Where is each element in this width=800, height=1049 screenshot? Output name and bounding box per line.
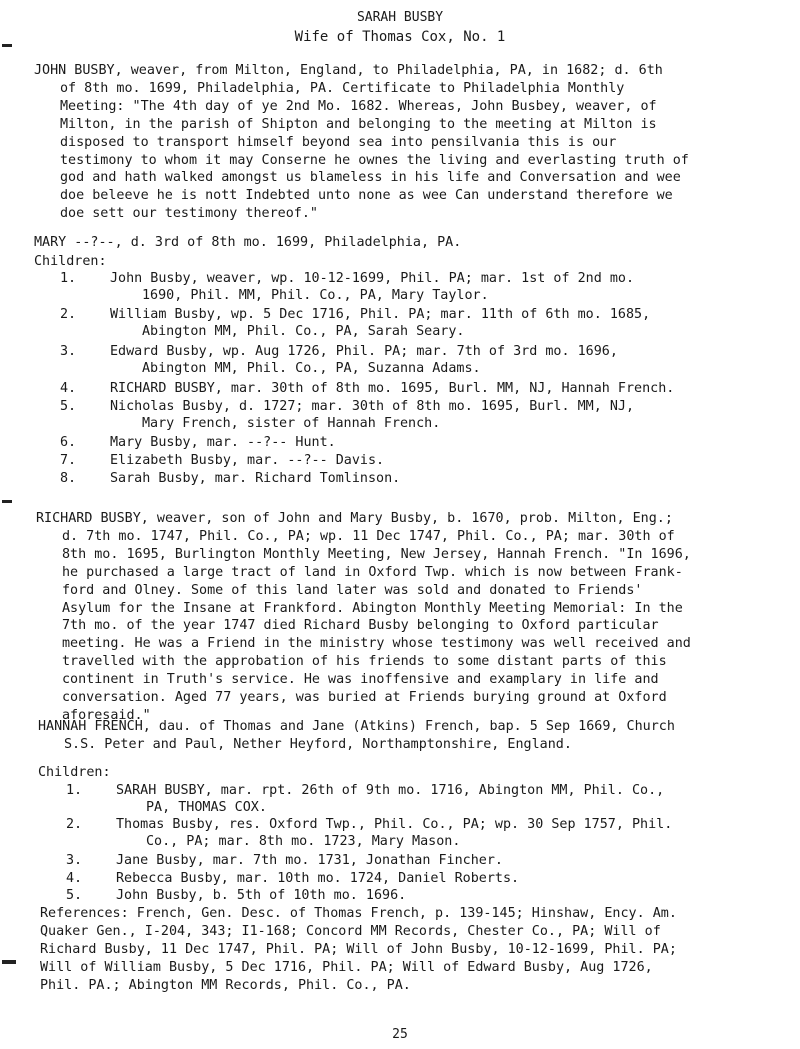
child-text: Abington MM, Phil. Co., PA, Suzanna Adams. <box>142 361 481 376</box>
child-text: Rebecca Busby, mar. 10th mo. 1724, Daniel Roberts. <box>116 871 520 886</box>
margin-mark <box>2 44 12 47</box>
page-number: 25 <box>392 1027 408 1042</box>
child-item <box>60 343 618 377</box>
text-line: Children: <box>34 254 107 269</box>
child-item <box>60 398 634 432</box>
child-number: 1. <box>60 271 77 286</box>
children-label <box>38 764 111 782</box>
child-item <box>60 470 400 487</box>
text-line: MARY --?--, d. 3rd of 8th mo. 1699, Philadelphia, PA. <box>34 235 462 250</box>
child-text: Elizabeth Busby, mar. --?-- Davis. <box>110 453 385 468</box>
text-line: References: French, Gen. Desc. of Thomas French, p. 139-145; Hinshaw, Ency. Am. <box>40 906 677 921</box>
child-text: Co., PA; mar. 8th mo. 1723, Mary Mason. <box>146 834 461 849</box>
text-line: Children: <box>38 765 111 780</box>
page-subtitle: Wife of Thomas Cox, No. 1 <box>294 29 506 45</box>
richard-busby-entry <box>36 510 786 725</box>
text-line: continent in Truth's service. He was inoffensive and examplary in life and <box>62 672 659 688</box>
child-item <box>60 270 634 304</box>
child-number: 5. <box>60 399 77 414</box>
john-busby-entry <box>34 62 784 223</box>
text-line: travelled with the approbation of his friends to some distant parts of this <box>62 654 667 670</box>
text-line: d. 7th mo. 1747, Phil. Co., PA; wp. 11 Dec 1747, Phil. Co., PA; mar. 30th of <box>62 528 675 544</box>
child-number: 4. <box>60 381 77 396</box>
child-number: 8. <box>60 471 77 486</box>
text-line: doe sett our testimony thereof." <box>60 206 318 222</box>
margin-mark <box>2 960 16 964</box>
mary-entry <box>34 234 461 252</box>
child-number: 3. <box>60 344 77 359</box>
hannah-french-entry <box>38 718 675 754</box>
text-line: Phil. PA.; Abington MM Records, Phil. Co., PA. <box>40 977 411 993</box>
child-item <box>60 306 650 340</box>
text-line: Asylum for the Insane at Frankford. Abington Monthly Meeting Memorial: In the <box>62 600 683 616</box>
margin-mark <box>2 500 12 503</box>
child-text: Edward Busby, wp. Aug 1726, Phil. PA; mar. 7th of 3rd mo. 1696, <box>110 344 618 359</box>
child-number: 2. <box>66 817 83 832</box>
text-line: meeting. He was a Friend in the ministry whose testimony was well received and <box>62 636 691 652</box>
text-line: Meeting: "The 4th day of ye 2nd Mo. 1682. Whereas, John Busbey, weaver, of <box>60 98 657 114</box>
children-label <box>34 253 107 271</box>
text-line: god and hath walked amongst us blameless in his life and Conversation and wee <box>60 170 681 186</box>
text-line: ford and Olney. Some of this land later was sold and donated to Friends' <box>62 582 643 598</box>
text-line: aforesaid." <box>62 707 151 723</box>
child-text: 1690, Phil. MM, Phil. Co., PA, Mary Taylor. <box>142 288 489 303</box>
text-line: Richard Busby, 11 Dec 1747, Phil. PA; Will of John Busby, 10-12-1699, Phil. PA; <box>40 941 677 957</box>
child-text: Mary Busby, mar. --?-- Hunt. <box>110 435 336 450</box>
text-line: Quaker Gen., I-204, 343; I1-168; Concord MM Records, Chester Co., PA; Will of <box>40 923 661 939</box>
child-text: SARAH BUSBY, mar. rpt. 26th of 9th mo. 1716, Abington MM, Phil. Co., <box>116 783 665 798</box>
text-line: 7th mo. of the year 1747 died Richard Busby belonging to Oxford particular <box>62 618 659 634</box>
child-number: 2. <box>60 307 77 322</box>
child-item <box>66 870 519 887</box>
text-line: disposed to transport himself beyond sea into pensilvania this is our <box>60 134 617 150</box>
text-line: of 8th mo. 1699, Philadelphia, PA. Certificate to Philadelphia Monthly <box>60 80 625 96</box>
child-number: 4. <box>66 871 83 886</box>
child-text: Jane Busby, mar. 7th mo. 1731, Jonathan Fincher. <box>116 853 503 868</box>
child-text: Nicholas Busby, d. 1727; mar. 30th of 8th mo. 1695, Burl. MM, NJ, <box>110 399 635 414</box>
text-line: Will of William Busby, 5 Dec 1716, Phil. PA; Will of Edward Busby, Aug 1726, <box>40 959 653 975</box>
child-text: Mary French, sister of Hannah French. <box>142 416 441 431</box>
child-item <box>60 434 336 451</box>
text-line: HANNAH FRENCH, dau. of Thomas and Jane (Atkins) French, bap. 5 Sep 1669, Church <box>38 719 675 734</box>
child-text: Sarah Busby, mar. Richard Tomlinson. <box>110 471 401 486</box>
child-number: 5. <box>66 888 83 903</box>
child-number: 6. <box>60 435 77 450</box>
child-text: PA, THOMAS COX. <box>146 800 267 815</box>
page-title: SARAH BUSBY <box>356 10 444 25</box>
child-text: John Busby, weaver, wp. 10-12-1699, Phil. PA; mar. 1st of 2nd mo. <box>110 271 635 286</box>
text-line: he purchased a large tract of land in Oxford Twp. which is now between Frank- <box>62 564 683 580</box>
references-entry <box>40 905 677 995</box>
text-line: conversation. Aged 77 years, was buried at Friends burying ground at Oxford <box>62 690 667 706</box>
child-item <box>66 852 503 869</box>
child-number: 3. <box>66 853 83 868</box>
child-item <box>66 782 664 816</box>
child-number: 7. <box>60 453 77 468</box>
text-line: Milton, in the parish of Shipton and belonging to the meeting at Milton is <box>60 116 657 132</box>
text-line: doe beleeve he is nott Indebted unto none as wee Can understand therefore we <box>60 188 673 204</box>
child-item <box>66 816 672 850</box>
text-line: S.S. Peter and Paul, Nether Heyford, Northamptonshire, England. <box>64 736 572 752</box>
text-line: 8th mo. 1695, Burlington Monthly Meeting, New Jersey, Hannah French. "In 1696, <box>62 546 691 562</box>
text-line: testimony to whom it may Conserne he ownes the living and everlasting truth of <box>60 152 689 168</box>
child-text: William Busby, wp. 5 Dec 1716, Phil. PA; mar. 11th of 6th mo. 1685, <box>110 307 651 322</box>
child-text: Thomas Busby, res. Oxford Twp., Phil. Co., PA; wp. 30 Sep 1757, Phil. <box>116 817 673 832</box>
child-item <box>60 452 384 469</box>
text-line: JOHN BUSBY, weaver, from Milton, England, to Philadelphia, PA, in 1682; d. 6th <box>34 63 663 78</box>
child-item <box>60 380 674 397</box>
child-text: John Busby, b. 5th of 10th mo. 1696. <box>116 888 407 903</box>
child-number: 1. <box>66 783 83 798</box>
child-item <box>66 887 406 904</box>
child-text: Abington MM, Phil. Co., PA, Sarah Seary. <box>142 324 465 339</box>
text-line: RICHARD BUSBY, weaver, son of John and Mary Busby, b. 1670, prob. Milton, Eng.; <box>36 511 673 526</box>
child-text: RICHARD BUSBY, mar. 30th of 8th mo. 1695, Burl. MM, NJ, Hannah French. <box>110 381 675 396</box>
